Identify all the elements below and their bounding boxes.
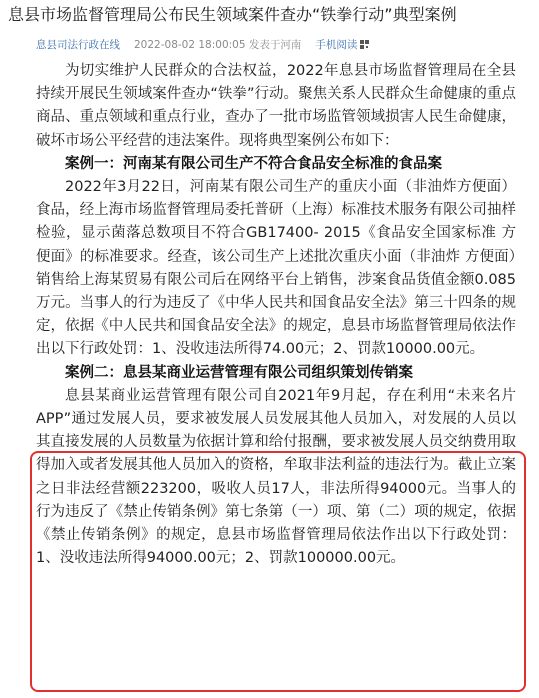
case1-paragraph: 2022年3月22日，河南某有限公司生产的重庆小面（非油炸方便面）食品，经上海市场监督管理局委托普研（上海）标准技术服务有限公司抽样检验，显示菌落总数项目不符合GB17400- 2015《食品安全国家标准 方便面》的标准要求。经查，该公司生产上述批次重庆小面（非油炸 方便面）销售给上海某贸易有限公司后在网络平台上销售，涉案食品货值金额0.085万元。当事人的行为违反了《中华人民共和国食品安全法》第三十四条的规定，依据《中人民共和国食品安全法》的规定，息县市场监督管理局依法作出以下行政处罚：1、没收违法所得74.00元；2、罚款10000.00元。 xyxy=(36,179,516,358)
article-title: 息县市场监督管理局公布民生领域案件查办“铁拳行动”典型案例 xyxy=(8,5,457,24)
article-body xyxy=(36,60,516,570)
mobile-read-link[interactable]: 手机阅读 xyxy=(315,39,358,51)
article-meta xyxy=(36,38,369,52)
case1-heading: 案例一：河南某有限公司生产不符合食品安全标准的食品案 xyxy=(65,155,442,172)
case2-heading: 案例二：息县某商业运营管理有限公司组织策划传销案 xyxy=(65,364,413,381)
publish-datetime: 2022-08-02 18:00:05 xyxy=(134,39,246,51)
source-link[interactable]: 息县司法行政在线 xyxy=(36,39,120,51)
intro-paragraph: 为切实维护人民群众的合法权益，2022年息县市场监督管理局在全县持续开展民生领域案件查办“铁拳”行动。聚焦关系人民群众生命健康的重点商品、重点领域和重点行业，查办了一批市场监管领域损害人民生命健康，破坏市场公平经营的违法案件。现将典型案例公布如下： xyxy=(36,63,516,149)
publish-location: 发表于河南 xyxy=(248,39,302,51)
case2-paragraph: 息县某商业运营管理有限公司自2021年9月起，存在利用“未来名片APP”通过发展人员，要求被发展人员发展其他人员加入，对发展的人员以其直接发展的人员数量为依据计算和给付报酬，要求被发展人员交纳费用取得加入或者发展其他人员加入的资格，牟取非法利益的违法行为。截止立案之日非法经营额223200，吸收人员17人，非法所得94000元。当事人的行为违反了《禁止传销条例》第七条第（一）项、第（二）项的规定，依据《禁止传销条例》的规定，息县市场监督管理局依法作出以下行政处罚：1、没收违法所得94000.00元；2、罚款100000.00元。 xyxy=(36,387,516,567)
qr-code-icon[interactable] xyxy=(360,40,369,49)
